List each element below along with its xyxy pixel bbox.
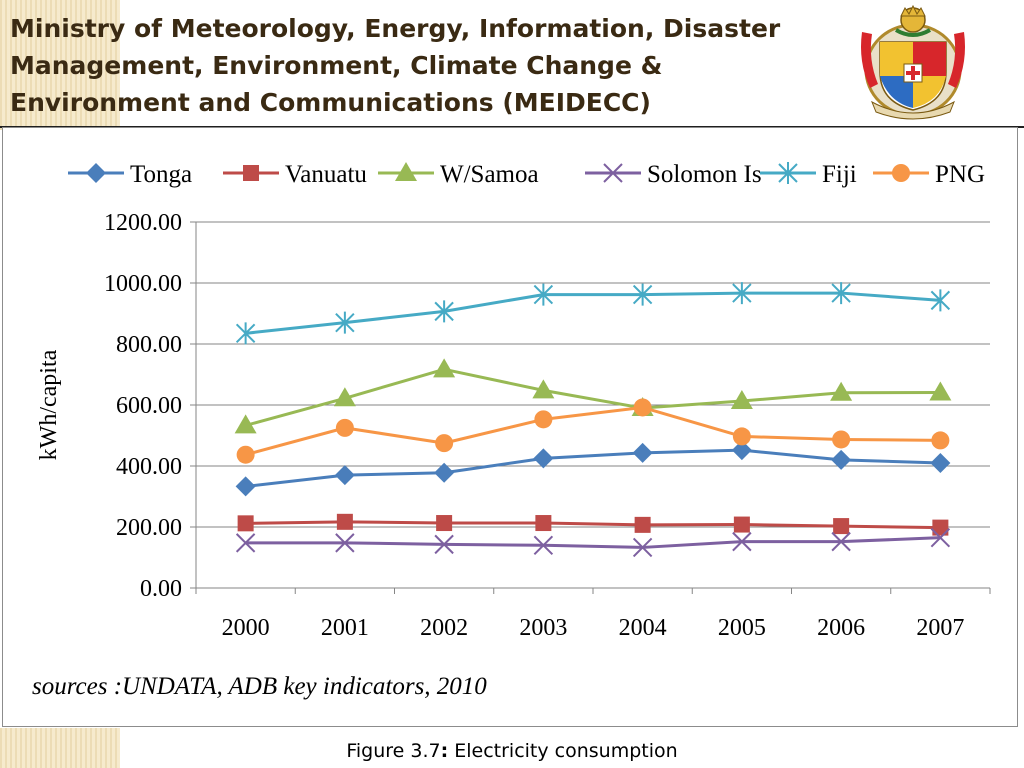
legend-label-solomon-is: Solomon Is [647,161,762,188]
legend-label-w-samoa: W/Samoa [440,161,539,188]
legend-label-vanuatu: Vanuatu [285,161,367,188]
legend-label-tonga: Tonga [130,161,193,188]
data-point-vanuatu [833,518,849,534]
data-point-vanuatu [635,517,651,533]
caption-colon: : [440,740,449,762]
data-point-png [336,419,354,437]
y-axis-label: kWh/capita [36,349,62,461]
data-point-tonga [533,448,553,468]
y-tick-label: 1200.00 [104,210,182,236]
y-tick-label: 200.00 [116,515,182,541]
y-tick-label: 400.00 [116,454,182,480]
y-tick-label: 0.00 [140,576,182,602]
data-point-tonga [831,450,851,470]
data-point-png [534,410,552,428]
y-tick-label: 800.00 [116,332,182,358]
data-point-vanuatu [436,515,452,531]
data-point-vanuatu [337,514,353,530]
data-point-png [237,446,255,464]
caption-text: Electricity consumption [454,740,678,762]
data-point-tonga [930,453,950,473]
source-note: sources :UNDATA, ADB key indicators, 2010 [32,673,487,700]
x-tick-label: 2000 [221,615,270,641]
data-point-vanuatu [238,515,254,531]
data-point-w-samoa [929,381,951,400]
figure-caption [0,740,1024,762]
data-point-png [733,427,751,445]
x-tick-label: 2005 [717,615,766,641]
caption-prefix: Figure 3.7 [346,740,441,762]
data-point-vanuatu [535,515,551,531]
data-point-vanuatu [734,517,750,533]
x-tick-label: 2004 [618,615,667,641]
data-point-png [435,434,453,452]
y-tick-label: 1000.00 [104,271,182,297]
data-point-tonga [335,465,355,485]
legend-marker-png [892,164,910,182]
legend-label-png: PNG [935,161,986,188]
data-point-png [832,430,850,448]
x-tick-label: 2002 [420,615,469,641]
x-tick-label: 2007 [916,615,965,641]
slide-title: Ministry of Meteorology, Energy, Information, Disaster Management, Environment, Climate Change & Environment and Communications (MEIDECC) [10,14,781,117]
legend-label-fiji: Fiji [822,161,857,188]
y-tick-label: 600.00 [116,393,182,419]
data-point-w-samoa [433,358,455,377]
x-tick-label: 2001 [320,615,369,641]
data-point-tonga [633,443,653,463]
x-tick-label: 2006 [817,615,866,641]
x-tick-label: 2003 [519,615,568,641]
legend-marker-tonga [86,163,106,183]
data-point-tonga [236,476,256,496]
data-point-png [931,431,949,449]
legend-marker-vanuatu [243,165,259,181]
data-point-png [634,398,652,416]
